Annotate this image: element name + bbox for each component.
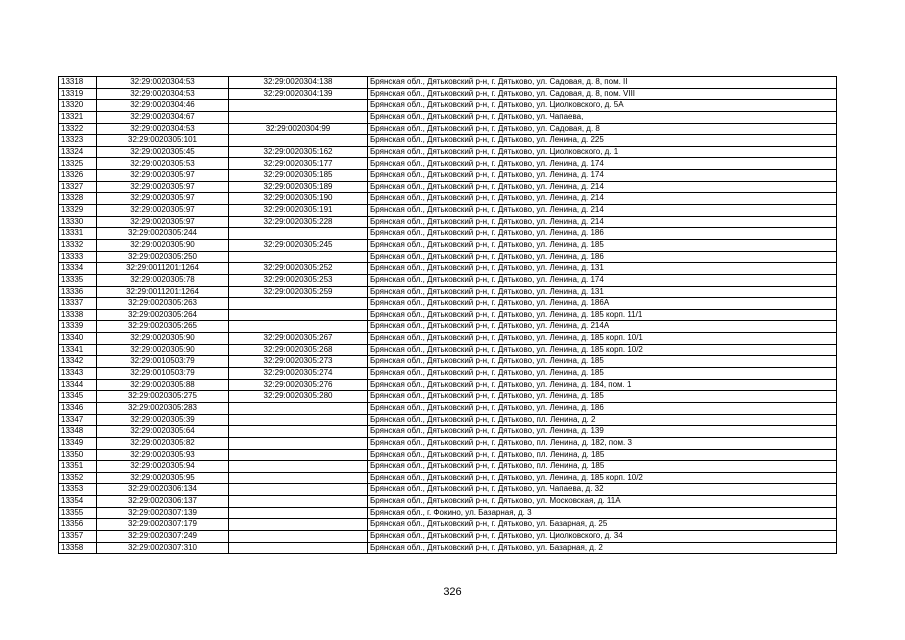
parcel-cadastral-number-cell: 32:29:0020305:88: [97, 379, 229, 391]
object-cadastral-number-cell: [229, 507, 368, 519]
table-row: [59, 344, 837, 356]
parcel-cadastral-number-cell: 32:29:0020304:67: [97, 111, 229, 123]
address-cell: Брянская обл., Дятьковский р-н, г. Дятьково, ул. Чапаева,: [368, 111, 837, 123]
row-number-cell: 13341: [59, 344, 97, 356]
row-number-cell: 13325: [59, 158, 97, 170]
address-cell: Брянская обл., Дятьковский р-н, г. Дятьково, ул. Ленина, д. 185: [368, 391, 837, 403]
table-row: [59, 216, 837, 228]
object-cadastral-number-cell: [229, 414, 368, 426]
parcel-cadastral-number-cell: 32:29:0020305:90: [97, 333, 229, 345]
table-row: [59, 472, 837, 484]
table-row: [59, 228, 837, 240]
parcel-cadastral-number-cell: 32:29:0020305:53: [97, 158, 229, 170]
address-cell: Брянская обл., Дятьковский р-н, г. Дятьково, пл. Ленина, д. 182, пом. 3: [368, 437, 837, 449]
row-number-cell: 13342: [59, 356, 97, 368]
address-cell: Брянская обл., Дятьковский р-н, г. Дятьково, ул. Ленина, д. 186: [368, 251, 837, 263]
parcel-cadastral-number-cell: 32:29:0020305:97: [97, 193, 229, 205]
address-cell: Брянская обл., Дятьковский р-н, г. Дятьково, ул. Циолковского, д. 34: [368, 530, 837, 542]
address-cell: Брянская обл., Дятьковский р-н, г. Дятьково, пл. Ленина, д. 185: [368, 449, 837, 461]
parcel-cadastral-number-cell: 32:29:0020304:53: [97, 88, 229, 100]
parcel-cadastral-number-cell: 32:29:0020307:179: [97, 519, 229, 531]
parcel-cadastral-number-cell: 32:29:0020307:249: [97, 530, 229, 542]
object-cadastral-number-cell: [229, 530, 368, 542]
parcel-cadastral-number-cell: 32:29:0020306:137: [97, 496, 229, 508]
parcel-cadastral-number-cell: 32:29:0020305:265: [97, 321, 229, 333]
row-number-cell: 13327: [59, 181, 97, 193]
table-row: [59, 379, 837, 391]
row-number-cell: 13324: [59, 146, 97, 158]
object-cadastral-number-cell: 32:29:0020304:139: [229, 88, 368, 100]
table-row: [59, 437, 837, 449]
row-number-cell: 13328: [59, 193, 97, 205]
object-cadastral-number-cell: [229, 472, 368, 484]
object-cadastral-number-cell: 32:29:0020305:162: [229, 146, 368, 158]
address-cell: Брянская обл., Дятьковский р-н, г. Дятьково, ул. Ленина, д. 225: [368, 135, 837, 147]
object-cadastral-number-cell: [229, 228, 368, 240]
address-cell: Брянская обл., Дятьковский р-н, г. Дятьково, ул. Ленина, д. 185 корп. 10/2: [368, 472, 837, 484]
address-cell: Брянская обл., Дятьковский р-н, г. Дятьково, ул. Ленина, д. 214: [368, 181, 837, 193]
object-cadastral-number-cell: 32:29:0020305:191: [229, 205, 368, 217]
object-cadastral-number-cell: 32:29:0020305:177: [229, 158, 368, 170]
table-row: [59, 309, 837, 321]
row-number-cell: 13343: [59, 368, 97, 380]
table-row: [59, 135, 837, 147]
row-number-cell: 13356: [59, 519, 97, 531]
parcel-cadastral-number-cell: 32:29:0020305:78: [97, 274, 229, 286]
table-row: [59, 170, 837, 182]
row-number-cell: 13351: [59, 461, 97, 473]
object-cadastral-number-cell: [229, 437, 368, 449]
table-row: [59, 205, 837, 217]
address-cell: Брянская обл., Дятьковский р-н, г. Дятьково, ул. Садовая, д. 8: [368, 123, 837, 135]
object-cadastral-number-cell: 32:29:0020305:274: [229, 368, 368, 380]
row-number-cell: 13321: [59, 111, 97, 123]
address-cell: Брянская обл., Дятьковский р-н, г. Дятьково, ул. Ленина, д. 214А: [368, 321, 837, 333]
object-cadastral-number-cell: [229, 309, 368, 321]
object-cadastral-number-cell: 32:29:0020305:190: [229, 193, 368, 205]
table-row: [59, 111, 837, 123]
object-cadastral-number-cell: 32:29:0020305:228: [229, 216, 368, 228]
table-row: [59, 146, 837, 158]
object-cadastral-number-cell: [229, 100, 368, 112]
row-number-cell: 13337: [59, 298, 97, 310]
row-number-cell: 13349: [59, 437, 97, 449]
parcel-cadastral-number-cell: 32:29:0020307:310: [97, 542, 229, 554]
object-cadastral-number-cell: 32:29:0020305:268: [229, 344, 368, 356]
object-cadastral-number-cell: 32:29:0020305:252: [229, 263, 368, 275]
parcel-cadastral-number-cell: 32:29:0010503:79: [97, 368, 229, 380]
address-cell: Брянская обл., Дятьковский р-н, г. Дятьково, ул. Ленина, д. 186А: [368, 298, 837, 310]
row-number-cell: 13333: [59, 251, 97, 263]
address-cell: Брянская обл., Дятьковский р-н, г. Дятьково, пл. Ленина, д. 2: [368, 414, 837, 426]
parcel-cadastral-number-cell: 32:29:0020305:97: [97, 216, 229, 228]
address-cell: Брянская обл., Дятьковский р-н, г. Дятьково, ул. Ленина, д. 214: [368, 216, 837, 228]
table-row: [59, 496, 837, 508]
table-row: [59, 519, 837, 531]
parcel-cadastral-number-cell: 32:29:0020304:53: [97, 123, 229, 135]
object-cadastral-number-cell: [229, 298, 368, 310]
row-number-cell: 13350: [59, 449, 97, 461]
address-cell: Брянская обл., Дятьковский р-н, г. Дятьково, ул. Ленина, д. 184, пом. 1: [368, 379, 837, 391]
row-number-cell: 13330: [59, 216, 97, 228]
parcel-cadastral-number-cell: 32:29:0020305:101: [97, 135, 229, 147]
object-cadastral-number-cell: 32:29:0020305:280: [229, 391, 368, 403]
row-number-cell: 13319: [59, 88, 97, 100]
table-row: [59, 368, 837, 380]
object-cadastral-number-cell: [229, 484, 368, 496]
parcel-cadastral-number-cell: 32:29:0020305:97: [97, 170, 229, 182]
object-cadastral-number-cell: [229, 135, 368, 147]
table-row: [59, 461, 837, 473]
address-cell: Брянская обл., Дятьковский р-н, г. Дятьково, ул. Ленина, д. 185: [368, 239, 837, 251]
row-number-cell: 13354: [59, 496, 97, 508]
row-number-cell: 13347: [59, 414, 97, 426]
table-row: [59, 484, 837, 496]
table-row: [59, 321, 837, 333]
address-cell: Брянская обл., Дятьковский р-н, г. Дятьково, ул. Ленина, д. 174: [368, 158, 837, 170]
address-cell: Брянская обл., Дятьковский р-н, г. Дятьково, ул. Базарная, д. 2: [368, 542, 837, 554]
parcel-cadastral-number-cell: 32:29:0020305:97: [97, 205, 229, 217]
table-row: [59, 77, 837, 89]
object-cadastral-number-cell: 32:29:0020305:189: [229, 181, 368, 193]
parcel-cadastral-number-cell: 32:29:0020306:134: [97, 484, 229, 496]
address-cell: Брянская обл., Дятьковский р-н, г. Дятьково, ул. Ленина, д. 185: [368, 356, 837, 368]
parcel-cadastral-number-cell: 32:29:0010503:79: [97, 356, 229, 368]
object-cadastral-number-cell: 32:29:0020305:259: [229, 286, 368, 298]
row-number-cell: 13318: [59, 77, 97, 89]
page-number: 326: [443, 586, 462, 598]
row-number-cell: 13339: [59, 321, 97, 333]
object-cadastral-number-cell: [229, 402, 368, 414]
address-cell: Брянская обл., Дятьковский р-н, г. Дятьково, ул. Ленина, д. 186: [368, 402, 837, 414]
object-cadastral-number-cell: [229, 251, 368, 263]
parcel-cadastral-number-cell: 32:29:0020305:90: [97, 239, 229, 251]
row-number-cell: 13355: [59, 507, 97, 519]
object-cadastral-number-cell: [229, 449, 368, 461]
parcel-cadastral-number-cell: 32:29:0020305:82: [97, 437, 229, 449]
address-cell: Брянская обл., Дятьковский р-н, г. Дятьково, ул. Базарная, д. 25: [368, 519, 837, 531]
table-row: [59, 542, 837, 554]
address-cell: Брянская обл., Дятьковский р-н, г. Дятьково, пл. Ленина, д. 185: [368, 461, 837, 473]
parcel-cadastral-number-cell: 32:29:0020305:45: [97, 146, 229, 158]
row-number-cell: 13320: [59, 100, 97, 112]
table-row: [59, 239, 837, 251]
row-number-cell: 13345: [59, 391, 97, 403]
address-cell: Брянская обл., Дятьковский р-н, г. Дятьково, ул. Ленина, д. 185: [368, 368, 837, 380]
address-cell: Брянская обл., Дятьковский р-н, г. Дятьково, ул. Ленина, д. 185 корп. 10/1: [368, 333, 837, 345]
row-number-cell: 13329: [59, 205, 97, 217]
table-row: [59, 274, 837, 286]
address-cell: Брянская обл., Дятьковский р-н, г. Дятьково, ул. Ленина, д. 131: [368, 286, 837, 298]
row-number-cell: 13346: [59, 402, 97, 414]
object-cadastral-number-cell: 32:29:0020305:267: [229, 333, 368, 345]
row-number-cell: 13344: [59, 379, 97, 391]
parcel-cadastral-number-cell: 32:29:0020305:263: [97, 298, 229, 310]
address-cell: Брянская обл., Дятьковский р-н, г. Дятьково, ул. Циолковского, д. 1: [368, 146, 837, 158]
parcel-cadastral-number-cell: 32:29:0020305:64: [97, 426, 229, 438]
parcel-cadastral-number-cell: 32:29:0020305:283: [97, 402, 229, 414]
row-number-cell: 13357: [59, 530, 97, 542]
table-row: [59, 100, 837, 112]
object-cadastral-number-cell: 32:29:0020305:273: [229, 356, 368, 368]
table-row: [59, 286, 837, 298]
property-register-table: [58, 76, 837, 554]
register-table-body: [59, 77, 837, 554]
parcel-cadastral-number-cell: 32:29:0020305:97: [97, 181, 229, 193]
address-cell: Брянская обл., Дятьковский р-н, г. Дятьково, ул. Ленина, д. 214: [368, 205, 837, 217]
address-cell: Брянская обл., Дятьковский р-н, г. Дятьково, ул. Садовая, д. 8, пом. II: [368, 77, 837, 89]
parcel-cadastral-number-cell: 32:29:0020305:94: [97, 461, 229, 473]
row-number-cell: 13338: [59, 309, 97, 321]
parcel-cadastral-number-cell: 32:29:0020305:250: [97, 251, 229, 263]
parcel-cadastral-number-cell: 32:29:0020305:264: [97, 309, 229, 321]
address-cell: Брянская обл., Дятьковский р-н, г. Дятьково, ул. Ленина, д. 139: [368, 426, 837, 438]
row-number-cell: 13335: [59, 274, 97, 286]
object-cadastral-number-cell: [229, 426, 368, 438]
row-number-cell: 13358: [59, 542, 97, 554]
parcel-cadastral-number-cell: 32:29:0011201:1264: [97, 286, 229, 298]
parcel-cadastral-number-cell: 32:29:0020305:95: [97, 472, 229, 484]
parcel-cadastral-number-cell: 32:29:0020305:90: [97, 344, 229, 356]
table-row: [59, 298, 837, 310]
row-number-cell: 13340: [59, 333, 97, 345]
table-row: [59, 402, 837, 414]
table-row: [59, 414, 837, 426]
table-row: [59, 193, 837, 205]
row-number-cell: 13323: [59, 135, 97, 147]
row-number-cell: 13348: [59, 426, 97, 438]
row-number-cell: 13332: [59, 239, 97, 251]
table-row: [59, 263, 837, 275]
object-cadastral-number-cell: [229, 321, 368, 333]
address-cell: Брянская обл., Дятьковский р-н, г. Дятьково, ул. Циолковского, д. 5А: [368, 100, 837, 112]
parcel-cadastral-number-cell: 32:29:0020305:244: [97, 228, 229, 240]
table-row: [59, 449, 837, 461]
parcel-cadastral-number-cell: 32:29:0020305:275: [97, 391, 229, 403]
row-number-cell: 13322: [59, 123, 97, 135]
table-row: [59, 530, 837, 542]
row-number-cell: 13336: [59, 286, 97, 298]
address-cell: Брянская обл., Дятьковский р-н, г. Дятьково, ул. Чапаева, д. 32: [368, 484, 837, 496]
row-number-cell: 13326: [59, 170, 97, 182]
object-cadastral-number-cell: 32:29:0020305:245: [229, 239, 368, 251]
address-cell: Брянская обл., Дятьковский р-н, г. Дятьково, ул. Ленина, д. 174: [368, 274, 837, 286]
parcel-cadastral-number-cell: 32:29:0020304:53: [97, 77, 229, 89]
table-row: [59, 181, 837, 193]
table-row: [59, 391, 837, 403]
address-cell: Брянская обл., г. Фокино, ул. Базарная, д. 3: [368, 507, 837, 519]
table-row: [59, 507, 837, 519]
address-cell: Брянская обл., Дятьковский р-н, г. Дятьково, ул. Ленина, д. 131: [368, 263, 837, 275]
parcel-cadastral-number-cell: 32:29:0020304:46: [97, 100, 229, 112]
table-row: [59, 356, 837, 368]
table-row: [59, 158, 837, 170]
object-cadastral-number-cell: [229, 496, 368, 508]
object-cadastral-number-cell: 32:29:0020305:185: [229, 170, 368, 182]
parcel-cadastral-number-cell: 32:29:0011201:1264: [97, 263, 229, 275]
object-cadastral-number-cell: 32:29:0020305:253: [229, 274, 368, 286]
row-number-cell: 13334: [59, 263, 97, 275]
parcel-cadastral-number-cell: 32:29:0020305:93: [97, 449, 229, 461]
table-row: [59, 251, 837, 263]
address-cell: Брянская обл., Дятьковский р-н, г. Дятьково, ул. Садовая, д. 8, пом. VIII: [368, 88, 837, 100]
parcel-cadastral-number-cell: 32:29:0020307:139: [97, 507, 229, 519]
object-cadastral-number-cell: [229, 461, 368, 473]
table-row: [59, 123, 837, 135]
row-number-cell: 13353: [59, 484, 97, 496]
object-cadastral-number-cell: 32:29:0020304:138: [229, 77, 368, 89]
object-cadastral-number-cell: 32:29:0020304:99: [229, 123, 368, 135]
address-cell: Брянская обл., Дятьковский р-н, г. Дятьково, ул. Ленина, д. 185 корп. 10/2: [368, 344, 837, 356]
object-cadastral-number-cell: [229, 111, 368, 123]
table-row: [59, 88, 837, 100]
row-number-cell: 13352: [59, 472, 97, 484]
address-cell: Брянская обл., Дятьковский р-н, г. Дятьково, ул. Московская, д. 11А: [368, 496, 837, 508]
table-row: [59, 426, 837, 438]
address-cell: Брянская обл., Дятьковский р-н, г. Дятьково, ул. Ленина, д. 185 корп. 11/1: [368, 309, 837, 321]
address-cell: Брянская обл., Дятьковский р-н, г. Дятьково, ул. Ленина, д. 174: [368, 170, 837, 182]
address-cell: Брянская обл., Дятьковский р-н, г. Дятьково, ул. Ленина, д. 186: [368, 228, 837, 240]
object-cadastral-number-cell: [229, 542, 368, 554]
table-row: [59, 333, 837, 345]
parcel-cadastral-number-cell: 32:29:0020305:39: [97, 414, 229, 426]
address-cell: Брянская обл., Дятьковский р-н, г. Дятьково, ул. Ленина, д. 214: [368, 193, 837, 205]
object-cadastral-number-cell: [229, 519, 368, 531]
object-cadastral-number-cell: 32:29:0020305:276: [229, 379, 368, 391]
row-number-cell: 13331: [59, 228, 97, 240]
